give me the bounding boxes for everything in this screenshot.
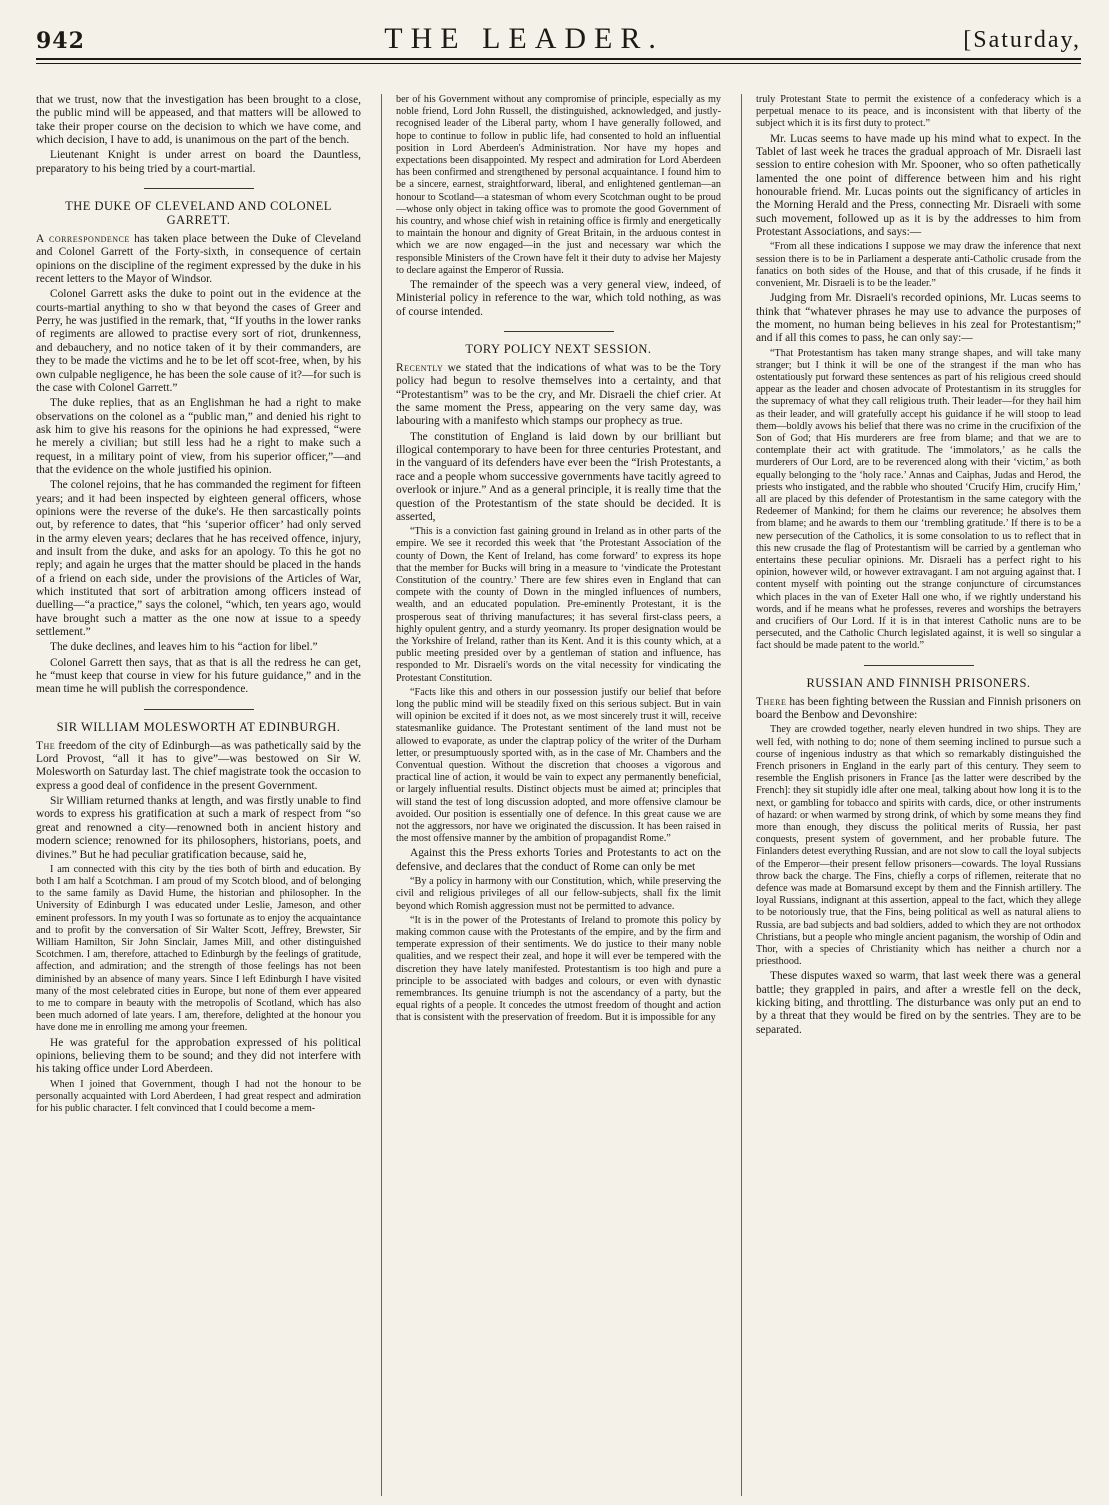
paragraph: Colonel Garrett asks the duke to point out in the evidence at the courts-martial anything to sho w that beyond the cases of Greer and Perry, he was justified in the remark, that, “If youths in the lower ranks of regiments are allowed to practise every sort of riot, drunkenness, and debauchery, and no notice taken of it by their commanders, are they to be made the victims and he to be let off scot-free, when, by his own culpable negligence, he has been the sole cause of it?—for such is the case with Colonel Garrett.”: [36, 288, 361, 394]
paragraph: These disputes waxed so warm, that last week there was a general battle; they grappled in pairs, and after a wrestle fell on the deck, kicking biting, and throttling. The disturbance was only put an end to by a threat that they would be fired on by the sentries. They are to be separated.: [756, 970, 1081, 1036]
article-heading: TORY POLICY NEXT SESSION.: [465, 342, 652, 357]
quotation: truly Protestant State to permit the existence of a confederacy which is a perpetual menace to its peace, and is inconsistent with that liberty of the subject which it is its first duty to protect.”: [756, 94, 1081, 130]
paragraph: The colonel rejoins, that he has commanded the regiment for fifteen years; and it had been inspected by eighteen general officers, whose opinions were the reverse of the duke's. He then sarcastically points out, by reference to dates, that “his ‘superior officer’ had only served in the army eleven years; declares that he has received offence, injury, and insult from the duke, and asks for an apology. To this he got no reply; and again he urges that the matter should be placed in the hands of a friend on each side, under the provisions of the Articles of War, which instituted that sort of arbitration among officers instead of duelling—“a practice,” says the colonel, “which, ten years ago, would have brought such a matter as the one now at issue to a speedy settlement.”: [36, 479, 361, 639]
section-divider: [504, 331, 614, 332]
lead-word: Recently: [396, 362, 444, 375]
paragraph: The duke declines, and leaves him to his “action for libel.”: [50, 641, 318, 654]
quotation: “From all these indications I suppose we may draw the inference that next session there is to be in Parliament a desperate anti-Catholic crusade from the fanatics on both sides of the House, and that of this crusade, if he finds it convenient, Mr. Disraeli is to be the leader.”: [756, 241, 1081, 289]
lead-word: The: [36, 739, 56, 752]
quotation: “Facts like this and others in our possession justify our belief that before long the public mind will be steadily fixed on this serious subject. But in vain will opinion be excited if it does not, as we most sincerely trust it will, receive statesmanlike guidance. The Protestant sentiment of the land must not be allowed to evaporate, as under the claptrap policy of the writer of the Durham letter, or presumptuously sported with, as in the case of Mr. Chambers and the Conventual question. Without the discretion that chooses a vigorous and practical line of action, it would be vain to expect any permanently beneficial, or largely influential results. Distinct objects must be aimed at; principles that will stand the test of long discussion adopted, and more offensive clamour be avoided. Our position is essentially one of defence. In this great cause we are not the aggressors, nor have we originated the discussion. It has been raised in the most offensive manner by the ambition of propagandist Rome.”: [396, 686, 721, 845]
issue-day: [Saturday,: [963, 27, 1081, 53]
page-number: 942: [36, 28, 85, 54]
paragraph: Lieutenant Knight is under arrest on board the Dauntless, preparatory to his being tried by a court-martial.: [36, 149, 361, 175]
column-2: [396, 94, 721, 1496]
paragraph: Mr. Lucas seems to have made up his mind what to expect. In the Tablet of last week he traces the gradual approach of Mr. Disraeli last session to entire cohesion with Mr. Spooner, who so often pathetically lamented the one point of difference between him and his right honourable friend. Mr. Lucas points out the significancy of articles in the Morning Herald and the Press, connecting Mr. Disraeli with some such movement, followed up as it is by the addresses to him from Protestant Associations, and says:—: [756, 132, 1081, 239]
column-rule: [741, 94, 742, 1496]
paragraph: that we trust, now that the investigation has been brought to a close, the public mind will be appeased, and that matters will be allowed to take their proper course on the decision to which we have come, and which decision, I have to add, is unanimous on the part of the bench.: [36, 94, 361, 147]
article-columns: [36, 94, 1081, 1496]
lead-word: There: [756, 695, 787, 708]
paragraph: A correspondence has taken place between the Duke of Cleveland and Colonel Garrett of the Forty-sixth, in consequence of certain opinions on the discipline of the regiment expressed by the duke in his recent letters to the Mayor of Windsor.: [36, 233, 361, 286]
column-1: [36, 94, 361, 1496]
article-heading: SIR WILLIAM MOLESWORTH AT EDINBURGH.: [56, 719, 341, 734]
quotation: “It is in the power of the Protestants of Ireland to promote this policy by making common cause with the Protestants of the empire, and by the firm and temperate expression of their sentiments. We do justice to their many noble qualities, and we respect their zeal, and hope it will ever be tempered with the discretion they have lately manifested. Protestantism is too high and pure a principle to be associated with badges and colours, or even with dynastic remembrances. Its genuine triumph is not the ascendancy of a party, but the equal rights of a people. It concedes the utmost freedom of thought and action that is consistent with the preservation of freedom. But it is impossible for any: [396, 914, 721, 1024]
quotation: When I joined that Government, though I had not the honour to be personally acquainted with Lord Aberdeen, I had great respect and admiration for his public character. I felt convinced that I could become a mem-: [36, 1078, 361, 1115]
article-heading: RUSSIAN AND FINNISH PRISONERS.: [806, 675, 1031, 690]
column-rule: [381, 94, 382, 1496]
quotation: They are crowded together, nearly eleven hundred in two ships. They are well fed, with nothing to do; none of them seeming inclined to pursue such a course of ingenious industry as that which so remarkably distinguished the French prisoners in England in the early part of this century. They seem to resemble the English prisoners in France [as the latter were described by the French]: they sit stupidly idle after one meal, talking about how long it is to the next, or gambling for tobacco and spirits with cards, dice, or other instruments of hazard: or when warmed by strong drink, of which by some means they find more than enough, they discuss the political merits of Russia, her past conquests, present system of government, and her probable future. The Finlanders detest everything Russian, and are not slow to call the loyal subjects of the Emperor—their present fellow prisoners—cowards. The loyal Russians throw back the charge. The Fins, chiefly a corps of riflemen, reiterate that no defence was made at Bomarsund except by them and the Finnish artillery. The loyal Russians, indignant at this assertion, appeal to the fact, which they allege to be notoriously true, that the Fins, being political as well as natural aliens to Russia, are bad subjects and bad soldiers, added to which they are not orthodox Christians, but a people who mingle ancient paganism, the worship of Odin and Thor, with a species of Christianity which has neither a church nor a priesthood.: [756, 724, 1081, 968]
paragraph: Sir William returned thanks at length, and was firstly unable to find words to express his gratification at such a mark of respect from “so great and renowned a city—renowned both in ancient history and modern science; renowned for its philosophers, historians, poets, and divines.” But he had peculiar gratification because, said he,: [36, 795, 361, 861]
quotation: “By a policy in harmony with our Constitution, which, while preserving the civil and religious privileges of all our fellow-subjects, shall fix the limit beyond which Romish aggression must not be permitted to advance.: [396, 876, 721, 912]
masthead: [36, 14, 1081, 60]
section-divider: [864, 665, 974, 666]
section-divider: [144, 709, 254, 710]
paragraph: The constitution of England is laid down by our brilliant but illogical contemporary to have been for three centuries Protestant, and in the vanguard of its defenders have ever been the “Irish Protestants, a race and a people whom successive governments have tacitly agreed to overlook or injure.” And as a general principle, it is really time that the question of the Protestantism of the state should be decided. It is asserted,: [396, 430, 721, 523]
paragraph: Against this the Press exhorts Tories and Protestants to act on the defensive, and declares that the conduct of Rome can only be met: [396, 847, 721, 873]
paragraph: Judging from Mr. Disraeli's recorded opinions, Mr. Lucas seems to think that “whatever phrases he may use to advance the purposes of the moment, no human being believes in his zeal for Protestantism;” and if all this comes to pass, he can only say:—: [756, 292, 1081, 345]
lead-word: A correspondence: [36, 233, 130, 246]
paragraph: The duke replies, that as an Englishman he had a right to make observations on the colonel as a “public man,” and denied his right to ask him to give his reasons for the opinions he had expressed, “were he merely a civilian; but still less had he a right to make such a request, in a military point of view, from his superior officer,”—and that the evidence on the whole justified his opinion.: [36, 397, 361, 476]
quotation: “That Protestantism has taken many strange shapes, and will take many stranger; but I think it will be one of the strangest if the man who has ostentatiously put forward these sentences as part of his religious creed should appear as the leader and chosen advocate of Protestantism in its struggles for the supremacy of what they call religious truth. Their leader—for they hail him as their leader, and will gratefully accept his guidance if he will stoop to lead them—boldly avows his belief that there was no crime in the crucifixion of the Son of God; that His murderers are free from blame; and that we are to contemplate their act with gratitude. The ‘immolators,’ as he calls the murderers of Our Lord, are to be reverenced along with their ‘victim,’ as both equally belonging to the ‘holy race.’ Annas and Caiphas, Judas and Herod, the priests who instigated, and the rabble who shouted ‘Crucify Him, crucify Him,’ all are placed by this defender of Protestantism in the same category with the Redeemer of Mankind; for them he claims our reverence; he absolves them from blame; and he awards to them our ‘trembling gratitude.’ If there is to be a new persecution of the Catholics, it is some consolation to us to reflect that in this new crusade the flag of Protestantism will be carried by a gentleman who entertains these peculiar opinions. Mr. Disraeli has a perfect right to his opinion, however wild, or however extravagant. I am not arguing against that. I content myself with pointing out the strange conjuncture of circumstances which places in the van of Exeter Hall one who, if we rightly understand his words, and if he means what he professes, reveres and worships the betrayers and crucifiers of Our Lord. If it is in that interest Catholic nuns are to be persecuted, and the Catholic Church legislated against, it is well so singular a fact should be made patent to the world.”: [756, 347, 1081, 652]
quotation: ber of his Government without any compromise of principle, especially as my noble friend, Lord John Russell, the distinguished, acknowledged, and justly-recognised leader of the Liberal party, whom I have generally followed, and hope to continue to follow in public life, had consented to hold an influential position in Lord Aberdeen's Administration. Nor have my hopes and expectations been disappointed. My respect and admiration for Lord Aberdeen has been confirmed and strengthened by personal acquaintance. I found him to be a sincere, earnest, straightforward, liberal, and enlightened gentleman—an honour to Scotland—a statesman of whom every Scotchman ought to be proud—whose only object in taking office was to promote the good Government of his country, and whose chief wish in retaining office is firmly and energetically to maintain the honour and dignity of Great Britain, in the arduous contest in which we are now engaged—in the just and necessary war which the responsible Ministers of the Crown have felt it their duty to advise her Majesty to declare against the Emperor of Russia.: [396, 94, 721, 276]
quotation: “This is a conviction fast gaining ground in Ireland as in other parts of the empire. We see it recorded this week that ‘the Protestant Association of the county of Down, the Kent of Ireland, has come forward’ to express its hope that the member for Bucks will bring in a measure to ‘vindicate the Protestant Constitution of the country.’ There are few shires even in England that can compete with the county of Down in the mingled influences of numbers, wealth, and an educated population. Pre-eminently Protestant, it is the prosperous seat of thriving manufactures; it has several first-class peers, a highly opulent gentry, and a sturdy yeomanry. Its proper designation would be the Yorkshire of Ireland, rather than its Kent. And it is this county which, at a public meeting presided over by a gentleman of station and influence, has responded to Mr. Disraeli's words on the vital necessity for vindicating the Protestant Constitution.: [396, 526, 721, 684]
paragraph: The freedom of the city of Edinburgh—as was pathetically said by the Lord Provost, “all it has to give”—was bestowed on Sir W. Molesworth on Saturday last. The chief magistrate took the occasion to express a good deal of confidence in the present Government.: [36, 739, 361, 792]
paragraph: He was grateful for the approbation expressed of his political opinions, believing them to be sound; and they did not interfere with his taking office under Lord Aberdeen.: [36, 1036, 361, 1076]
quotation: I am connected with this city by the ties both of birth and education. By both I am half a Scotchman. I am proud of my Scotch blood, and of belonging to the same family as David Hume, the historian and philosopher. In the University of Edinburgh I was educated under Leslie, Jameson, and other eminent professors. In my youth I was so fortunate as to enjoy the acquaintance and to profit by the conversation of Sir Walter Scott, Jeffrey, Brewster, Sir William Hamilton, Sir John Sinclair, James Mill, and other distinguished Scotchmen. I am, therefore, attached to Edinburgh by the feelings of gratitude, affection, and admiration; and the strength of those feelings has not been diminished by an absence of many years. Since I left Edinburgh I have visited many of the most celebrated cities in Europe, but none of them ever appeared to me to compare in beauty with the metropolis of Scotland, which has also been much adorned of late years. I am, therefore, delighted at the honour you have done me in enrolling me among your freemen.: [36, 863, 361, 1034]
paragraph: There has been fighting between the Russian and Finnish prisoners on board the Benbow and Devonshire:: [756, 695, 1081, 721]
paragraph: The remainder of the speech was a very general view, indeed, of Ministerial policy in reference to the war, which told nothing, as was of course intended.: [396, 279, 721, 318]
column-3: [756, 94, 1081, 1496]
article-heading: THE DUKE OF CLEVELAND AND COLONEL GARRETT.: [65, 199, 332, 228]
paragraph: Recently we stated that the indications of what was to be the Tory policy had begun to resolve themselves into a certainty, and that “Protestantism” was to be the cry, and Mr. Disraeli the chief crier. At the same moment the Press, appearing on the very same day, was labouring with a manifesto which stamps our prophecy as true.: [396, 362, 721, 428]
newspaper-title: THE LEADER.: [384, 22, 664, 55]
paragraph: Colonel Garrett then says, that as that is all the redress he can get, he “must keep that course in view for his future guidance,” and in the mean time he will publish the correspondence.: [36, 656, 361, 696]
section-divider: [144, 188, 254, 189]
